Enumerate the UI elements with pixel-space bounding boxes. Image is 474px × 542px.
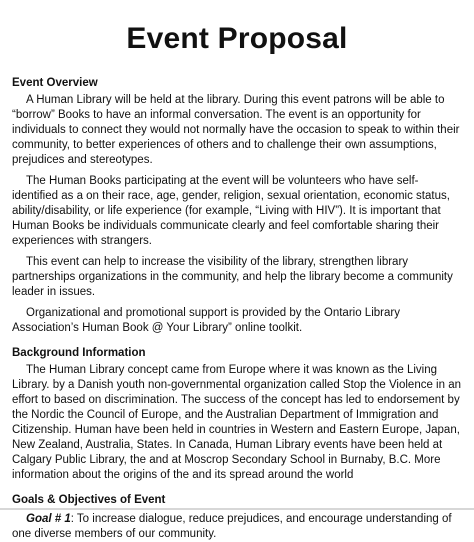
goal-item (12, 512, 462, 542)
paragraph: A Human Library will be held at the library. During this event patrons will be able to “borrow” Books to have an informal conversation. The event is an opportunity for individuals to connect they would not normally have the occasion to speak to within their community, to better experiences of others and to challenge their own assumptions, prejudices and stereotypes. (12, 94, 460, 166)
section-goals-objectives (12, 493, 462, 542)
paragraph: Organizational and promotional support is provided by the Ontario Library Association’s Human Book @ Your Library” online toolkit. (12, 307, 400, 334)
section-event-overview (12, 76, 462, 336)
paragraph: This event can help to increase the visibility of the library, strengthen library partnerships organizations in the community, and help the library become a community leader in issues. (12, 256, 453, 298)
paragraph: The Human Library concept came from Europe where it was known as the Living Library. by a Danish youth non-governmental organization called Stop the Violence in an effort to based on discrimination. The success of the concept has led to endorsement by the Nordic the Council of Europe, and the Australian Department of Immigration and Citizenship. Human have been held in countries in Western and Eastern Europe, Japan, New Zealand, Australia, States. In Canada, Human Library events have been held at Calgary Public Library, the and at Moscrop Secondary School in Burnaby, B.C. More information about the origins of the and its spread around the world (12, 364, 461, 481)
section-heading: Goals & Objectives of Event (12, 494, 166, 506)
paragraph: The Human Books participating at the event will be volunteers who have self-identified as a on their race, age, gender, religion, sexual orientation, economic status, ability/disability, or life experience (for example, “Living with HIV”). It is important that Human Books be individuals communicate clearly and feel comfortable sharing their experiences with strangers. (12, 175, 450, 247)
section-heading: Background Information (12, 347, 146, 359)
section-background-information (12, 346, 462, 483)
goal-text: : To increase dialogue, reduce prejudices, and encourage understanding of one diverse members of our community. (12, 513, 452, 540)
goal-label: Goal # 1 (26, 513, 71, 525)
page-title: Event Proposal (126, 22, 348, 55)
section-heading: Event Overview (12, 77, 98, 89)
